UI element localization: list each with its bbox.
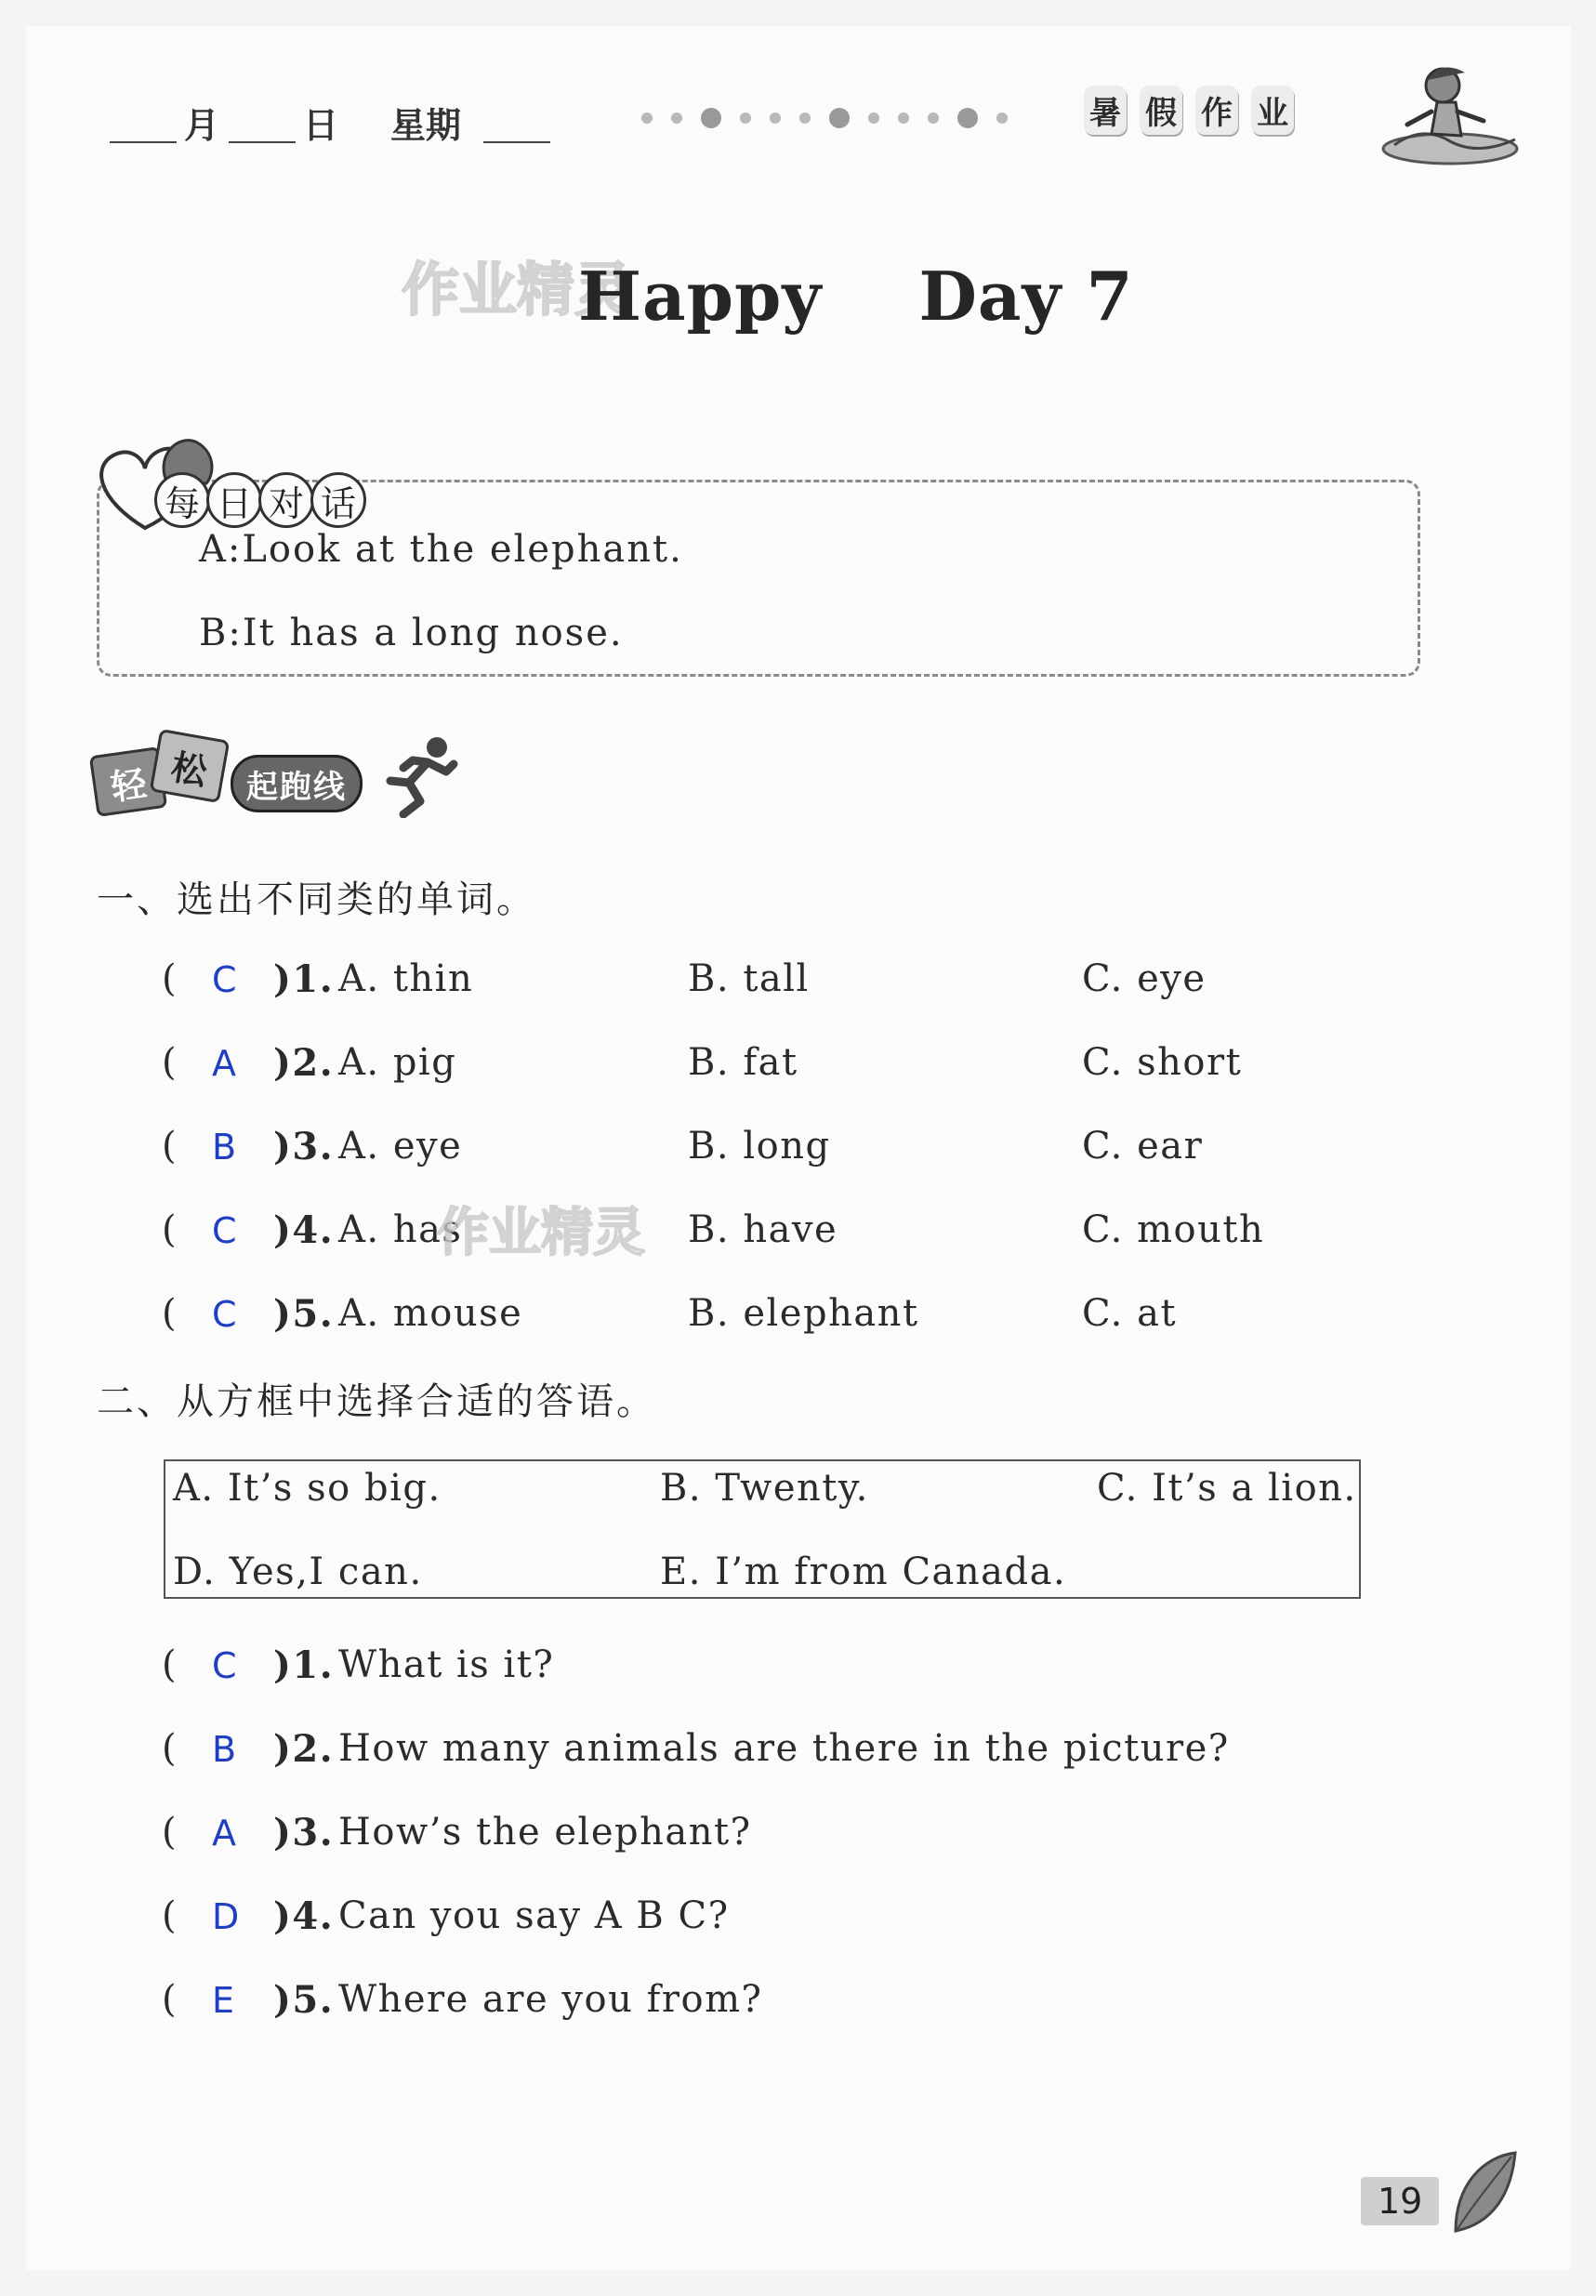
day-blank [229, 104, 296, 143]
weekday-label: 星期 [390, 105, 462, 146]
question-number: )1. [273, 1643, 335, 1687]
dot [671, 112, 682, 124]
answer-open-paren: ( [162, 1894, 178, 1937]
answer-letter: C [212, 1210, 237, 1251]
header-dots [641, 108, 1008, 128]
badge-char: 假 [1140, 86, 1182, 135]
option-c: C. at [1082, 1292, 1178, 1335]
answer-letter: A [212, 1813, 236, 1854]
option-c: C. ear [1082, 1125, 1204, 1168]
answer-open-paren: ( [162, 1643, 178, 1686]
badge-char: 业 [1251, 86, 1294, 135]
question-number: )5. [273, 1978, 335, 2022]
option-c: C. mouth [1082, 1208, 1265, 1251]
answer-open-paren: ( [162, 1978, 178, 2021]
option-b: B. fat [688, 1041, 798, 1084]
answer-letter: B [212, 1729, 237, 1770]
banner-char: 松 [150, 729, 231, 803]
question-number: )2. [273, 1727, 335, 1771]
section1-title: 一、选出不同类的单词。 [97, 878, 536, 921]
dot [799, 112, 811, 124]
heading-char: 日 [206, 472, 262, 528]
surfer-character-icon [1376, 59, 1524, 171]
dot [770, 112, 781, 124]
answer-letter: C [212, 959, 237, 1000]
watermark: 作业精灵 [402, 256, 633, 323]
answer-letter: C [212, 1645, 237, 1686]
question-number: )5. [273, 1292, 335, 1336]
option-b: B. have [688, 1208, 838, 1251]
answer-letter: B [212, 1127, 237, 1168]
dialogue-line-a: A:Look at the elephant. [199, 528, 683, 571]
question-text: How’s the elephant? [338, 1811, 752, 1854]
option-a: A. It’s so big. [173, 1467, 442, 1510]
option-a: A. eye [338, 1125, 463, 1168]
answer-letter: C [212, 1294, 237, 1335]
answer-open-paren: ( [162, 1811, 178, 1854]
month-label: 月 [184, 105, 220, 146]
option-a: A. has [338, 1208, 463, 1251]
watermark: 作业精灵 [437, 1203, 645, 1263]
heading-char: 对 [258, 472, 314, 528]
dot [740, 112, 751, 124]
page-title: Happy Day 7 [578, 257, 1134, 336]
answer-open-paren: ( [162, 1041, 178, 1084]
answer-open-paren: ( [162, 957, 178, 1000]
question-text: Can you say A B C? [338, 1894, 730, 1937]
easy-start-banner [93, 734, 465, 827]
section2-title: 二、从方框中选择合适的答语。 [97, 1380, 656, 1423]
runner-icon [372, 734, 461, 818]
question-number: )4. [273, 1208, 335, 1252]
question-text: How many animals are there in the picture? [338, 1727, 1230, 1770]
question-number: )4. [273, 1894, 335, 1938]
option-b: B. tall [688, 957, 810, 1000]
dot [957, 108, 978, 128]
question-number: )3. [273, 1125, 335, 1168]
option-c: C. short [1082, 1041, 1243, 1084]
dot [996, 112, 1008, 124]
dot [868, 112, 879, 124]
option-a: A. pig [338, 1041, 457, 1084]
option-a: A. thin [338, 957, 474, 1000]
weekday-blank [483, 104, 550, 143]
dialogue-line-b: B:It has a long nose. [199, 612, 624, 654]
option-e: E. I’m from Canada. [660, 1550, 1067, 1593]
answer-letter: A [212, 1043, 236, 1084]
answer-open-paren: ( [162, 1125, 178, 1168]
option-a: A. mouse [338, 1292, 523, 1335]
question-number: )3. [273, 1811, 335, 1854]
dot [928, 112, 939, 124]
option-b: B. long [688, 1125, 831, 1168]
banner-char: 轻 [89, 746, 167, 817]
dot [701, 108, 721, 128]
answer-open-paren: ( [162, 1208, 178, 1251]
banner-text: 起跑线 [231, 755, 363, 812]
heading-char: 话 [310, 472, 366, 528]
option-b: B. Twenty. [660, 1467, 869, 1510]
answer-open-paren: ( [162, 1292, 178, 1335]
dot [829, 108, 850, 128]
option-c: C. eye [1082, 957, 1207, 1000]
option-c: C. It’s a lion. [1097, 1467, 1357, 1510]
answer-letter: D [212, 1896, 240, 1937]
summer-homework-badge [1084, 86, 1294, 135]
badge-char: 作 [1195, 86, 1238, 135]
day-label: 日 [303, 105, 339, 146]
question-number: )1. [273, 957, 335, 1001]
leaf-icon [1446, 2147, 1521, 2240]
option-b: B. elephant [688, 1292, 919, 1335]
question-text: Where are you from? [338, 1978, 763, 2021]
question-number: )2. [273, 1041, 335, 1085]
month-blank [110, 104, 177, 143]
answer-open-paren: ( [162, 1727, 178, 1770]
badge-char: 暑 [1084, 86, 1127, 135]
dot [641, 112, 653, 124]
answer-letter: E [212, 1980, 235, 2021]
heading-char: 每 [154, 472, 210, 528]
daily-dialogue-heading [154, 472, 363, 528]
question-text: What is it? [338, 1643, 555, 1686]
page-number: 19 [1361, 2177, 1439, 2225]
dot [898, 112, 909, 124]
option-d: D. Yes,I can. [173, 1550, 423, 1593]
